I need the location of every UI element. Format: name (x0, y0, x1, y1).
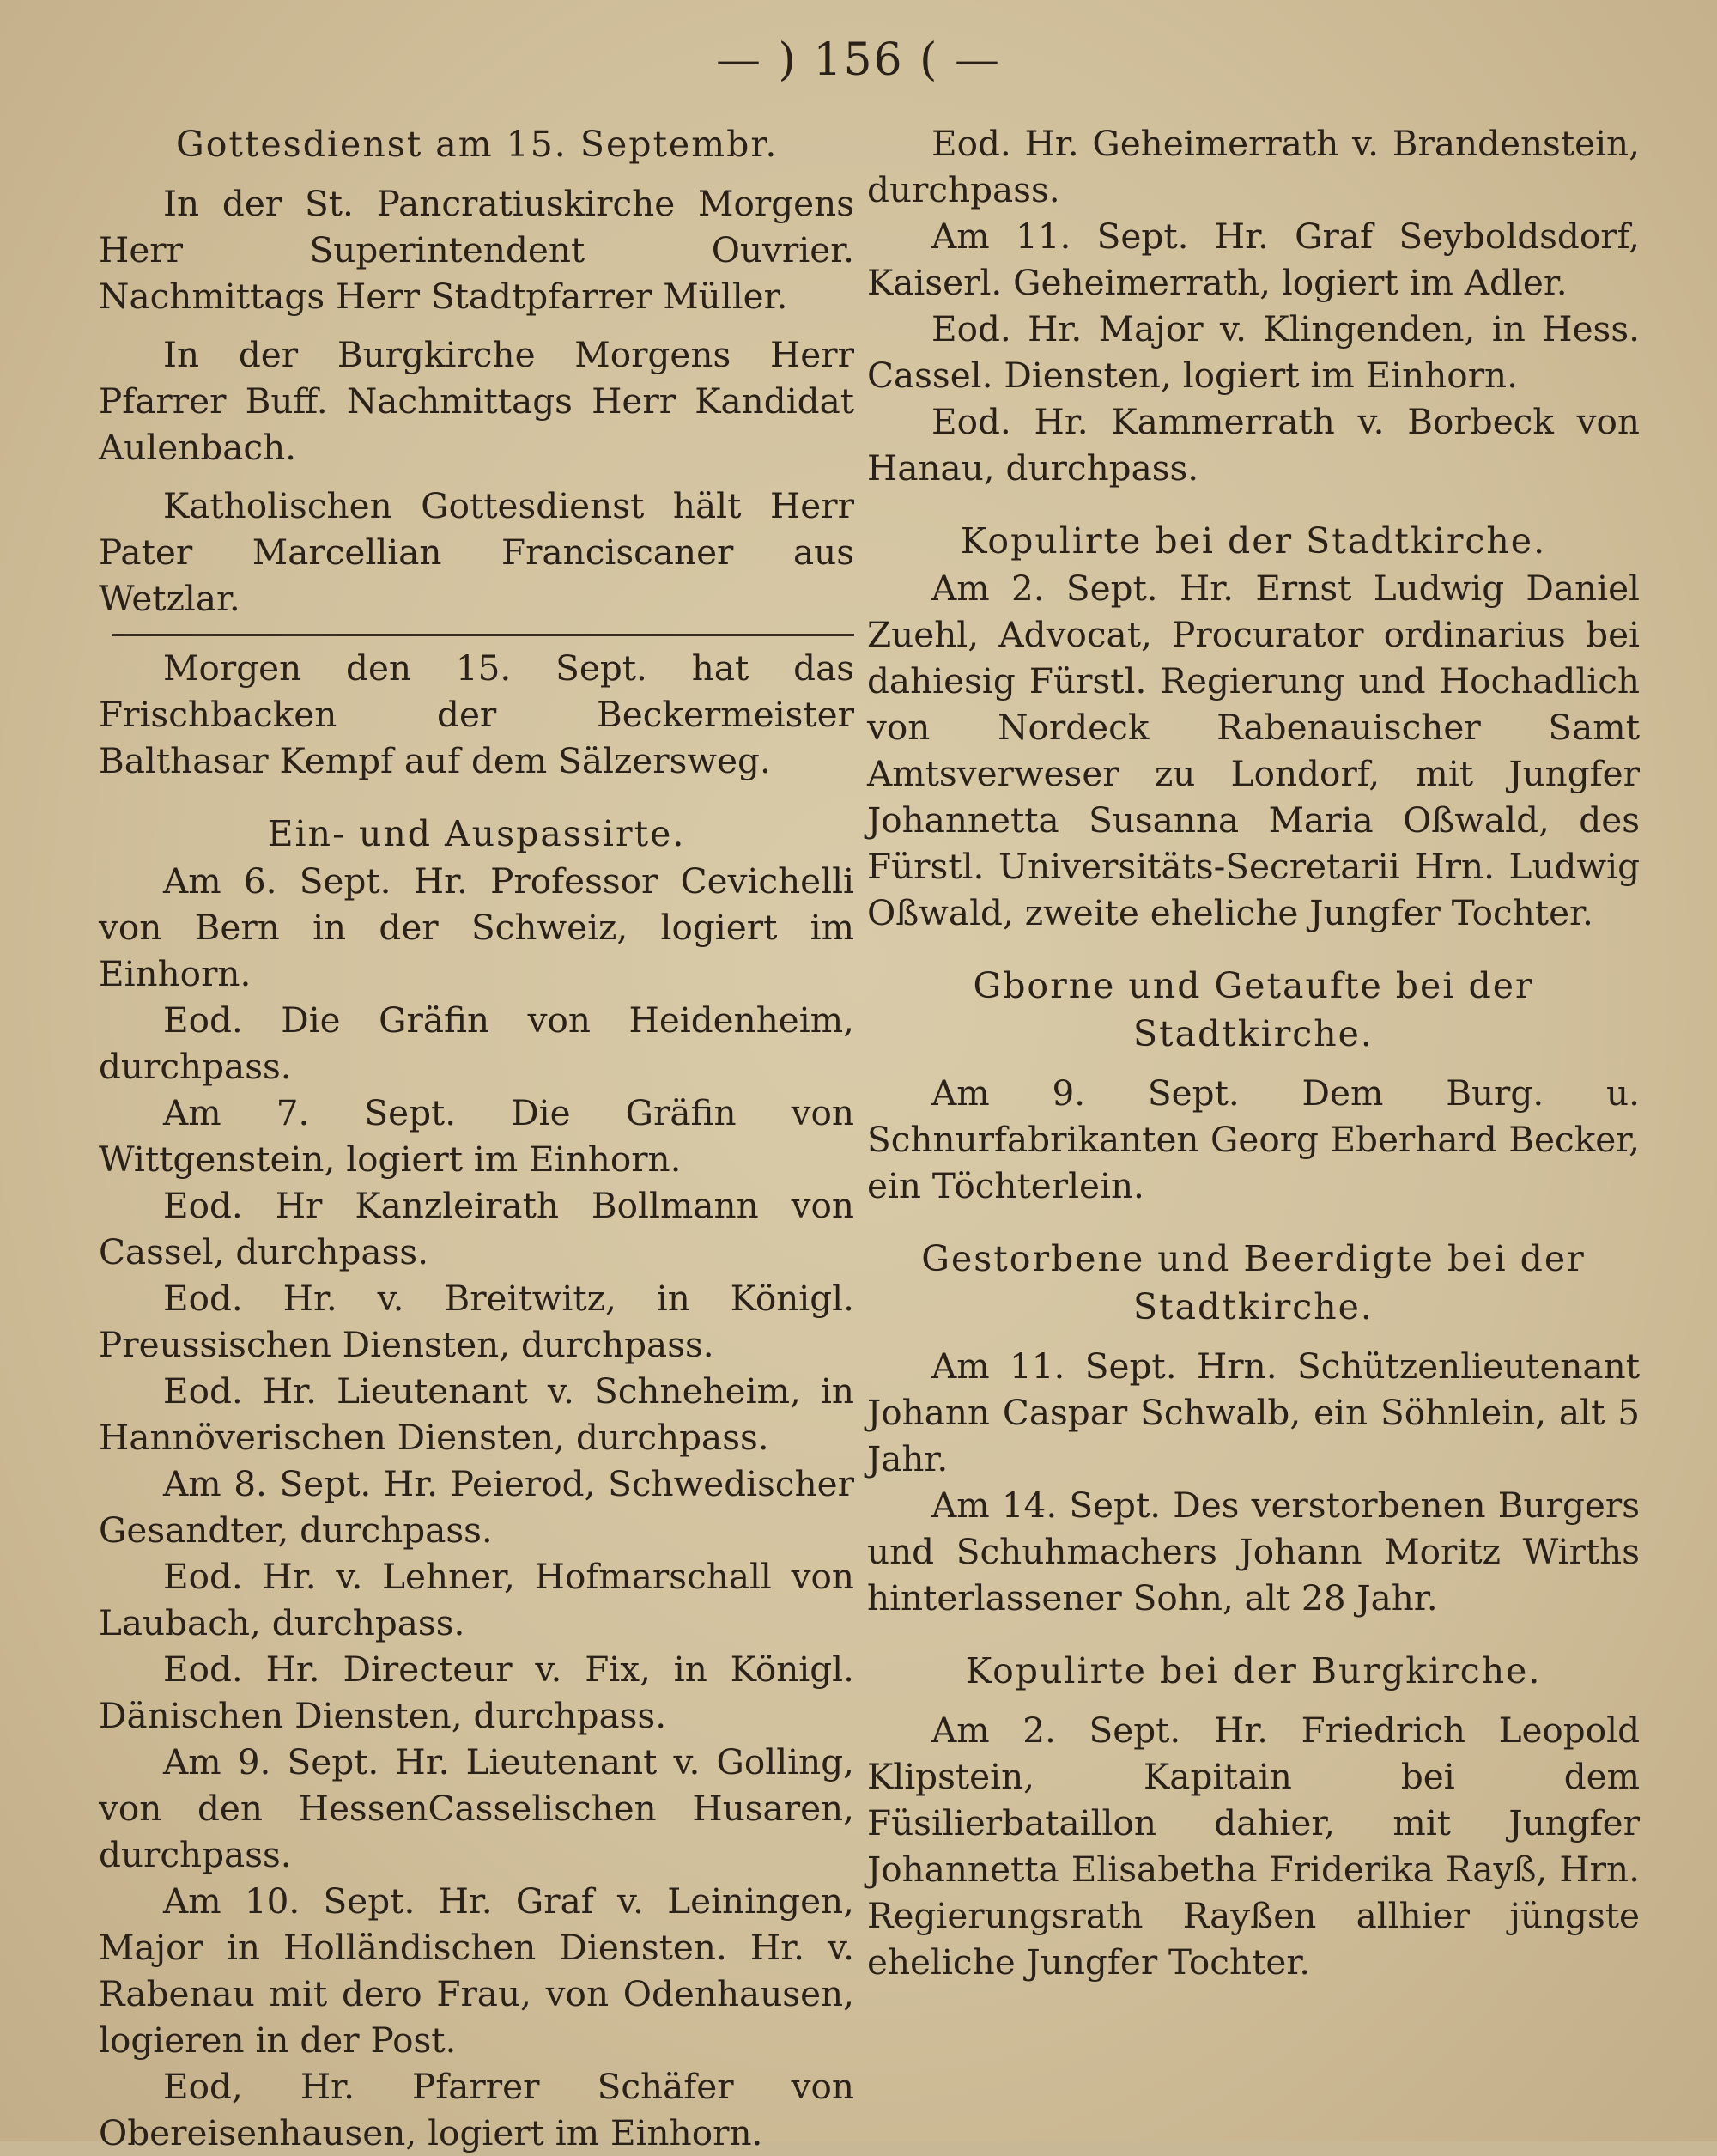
travel-entry: Am 11. Sept. Hr. Graf Seyboldsdorf, Kaiserl. Geheimerrath, logiert im Adler. (867, 216, 1640, 303)
bakery-notice: Morgen den 15. Sept. hat das Frischbacken der Beckermeister Balthasar Kempf auf dem Sälzersweg. (99, 647, 854, 781)
service-paragraph: Katholischen Gottesdienst hält Herr Pater Marcellian Franciscaner aus Wetzlar. (99, 485, 854, 619)
births-heading: Gborne und Getaufte bei der Stadtkirche. (973, 965, 1534, 1054)
travel-entry: Eod. Hr Kanzleirath Bollmann von Cassel, durchpass. (99, 1185, 854, 1272)
births-entry: Am 9. Sept. Dem Burg. u. Schnurfabrikanten Georg Eberhard Becker, ein Töchterlein. (867, 1072, 1640, 1206)
travel-entry: Am 10. Sept. Hr. Graf v. Leiningen, Major in Holländischen Diensten. Hr. v. Rabenau mit dero Frau, von Odenhausen, logieren in der Post. (99, 1880, 854, 2061)
deaths-heading: Gestorbene und Beerdigte bei der Stadtkirche. (921, 1238, 1586, 1327)
travel-entry: Am 9. Sept. Hr. Lieutenant v. Golling, von den HessenCasselischen Husaren, durchpass. (99, 1741, 854, 1875)
travel-heading: Ein- und Auspassirte. (267, 813, 686, 854)
travel-entry: Eod. Hr. Major v. Klingenden, in Hess. Cassel. Diensten, logiert im Einhorn. (867, 308, 1640, 396)
travel-entry: Eod. Hr. Directeur v. Fix, in Königl. Dänischen Diensten, durchpass. (99, 1649, 854, 1736)
left-column (99, 120, 854, 2156)
travel-entry: Am 7. Sept. Die Gräfin von Wittgenstein, logiert im Einhorn. (99, 1092, 854, 1180)
marriage-city-heading: Kopulirte bei der Stadtkirche. (960, 520, 1547, 562)
marriage-city-entry: Am 2. Sept. Hr. Ernst Ludwig Daniel Zuehl, Advocat, Procurator ordinarius bei dahiesig Fürstl. Regierung und Hochadlich von Nordeck Rabenauischer Samt Amtsverweser zu Londorf, mit Jungfer Johannetta Susanna Maria Oßwald, des Fürstl. Universitäts-Secretarii Hrn. Ludwig Oßwald, zweite eheliche Jungfer Tochter. (867, 568, 1640, 933)
travel-entry: Eod. Hr. Geheimerrath v. Brandenstein, durchpass. (867, 123, 1640, 210)
travel-entry: Eod. Die Gräfin von Heidenheim, durchpass. (99, 999, 854, 1087)
travel-entry: Eod. Hr. Lieutenant v. Schneheim, in Hannöverischen Diensten, durchpass. (99, 1370, 854, 1458)
deaths-entry: Am 14. Sept. Des verstorbenen Burgers und Schuhmachers Johann Moritz Wirths hinterlassener Sohn, alt 28 Jahr. (867, 1485, 1640, 1619)
marriage-castle-heading: Kopulirte bei der Burgkirche. (965, 1650, 1542, 1691)
travel-entry: Eod. Hr. Kammerrath v. Borbeck von Hanau, durchpass. (867, 401, 1640, 489)
page-number: — ) 156 ( — (716, 34, 1001, 86)
marriage-castle-entry: Am 2. Sept. Hr. Friedrich Leopold Klipstein, Kapitain bei dem Füsilierbataillon dahier, mit Jungfer Johannetta Elisabetha Friderika Rayß, Hrn. Regierungsrath Rayßen allhier jüngste eheliche Jungfer Tochter. (867, 1710, 1640, 1983)
service-paragraph: In der St. Pancratiuskirche Morgens Herr Superintendent Ouvrier. Nachmittags Herr Stadtpfarrer Müller. (99, 183, 854, 317)
right-column (867, 120, 1640, 1985)
travel-entry: Am 6. Sept. Hr. Professor Cevichelli von Bern in der Schweiz, logiert im Einhorn. (99, 860, 854, 994)
travel-entry: Eod. Hr. v. Breitwitz, in Königl. Preussischen Diensten, durchpass. (99, 1278, 854, 1365)
service-heading: Gottesdienst am 15. Septembr. (176, 124, 779, 165)
section-divider (112, 634, 854, 636)
travel-entry: Am 8. Sept. Hr. Peierod, Schwedischer Gesandter, durchpass. (99, 1463, 854, 1551)
deaths-entry: Am 11. Sept. Hrn. Schützenlieutenant Johann Caspar Schwalb, ein Söhnlein, alt 5 Jahr. (867, 1345, 1640, 1479)
service-paragraph: In der Burgkirche Morgens Herr Pfarrer Buff. Nachmittags Herr Kandidat Aulenbach. (99, 334, 854, 468)
travel-entry: Eod. Hr. v. Lehner, Hofmarschall von Laubach, durchpass. (99, 1556, 854, 1643)
travel-entry: Eod, Hr. Pfarrer Schäfer von Obereisenhausen, logiert im Einhorn. (99, 2066, 854, 2153)
